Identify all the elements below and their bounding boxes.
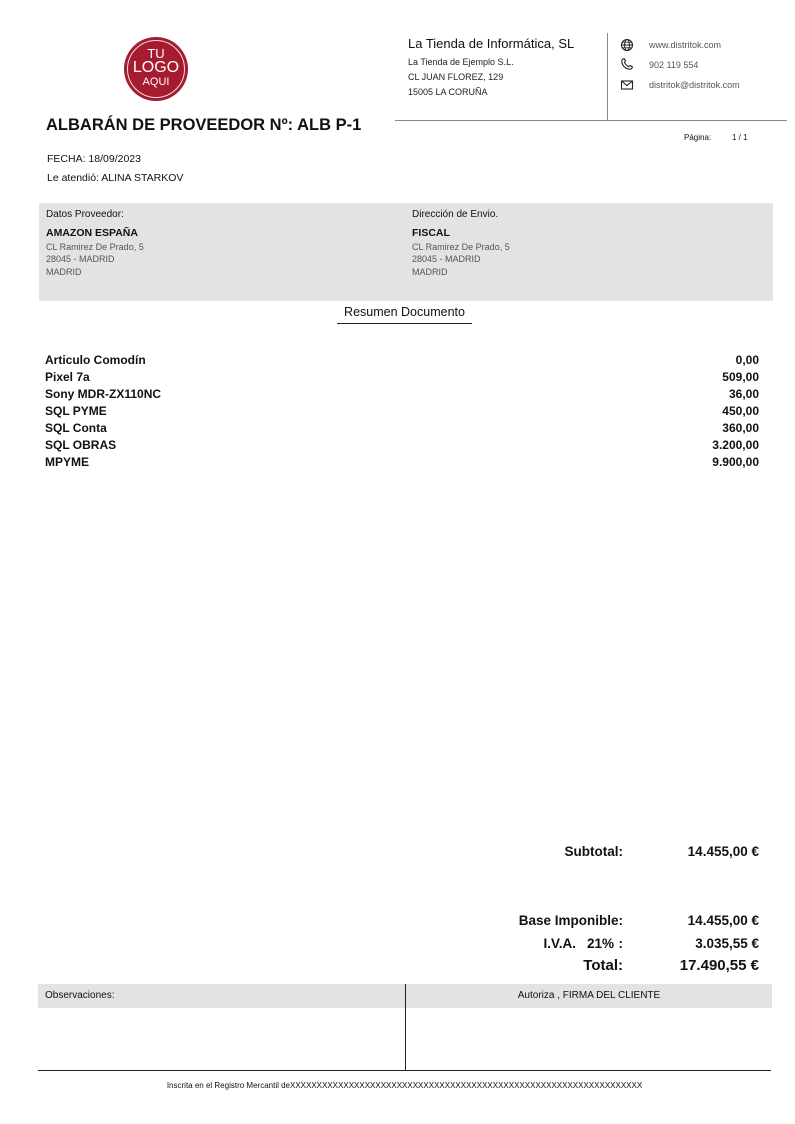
iva-colon: :	[618, 936, 623, 951]
total-value: 17.490,55 €	[679, 957, 759, 974]
base-value: 14.455,00 €	[687, 913, 759, 928]
phone-icon	[620, 57, 634, 71]
base-label: Base Imponible:	[518, 913, 623, 928]
item-value: 450,00	[722, 404, 759, 418]
company-legal-name: La Tienda de Ejemplo S.L.	[408, 57, 514, 67]
logo-text-line1: TU	[147, 46, 165, 61]
supplier-city: MADRID	[46, 267, 82, 277]
item-name: SQL OBRAS	[45, 438, 117, 452]
registry-notice: Inscrita en el Registro Mercantil deXXXXXXXXXXXXXXXXXXXXXXXXXXXXXXXXXXXXXXXXXXXXXXXXXXXXXXXXXXXXXXXXXX	[166, 1081, 643, 1090]
item-name: Pixel 7a	[45, 370, 90, 384]
company-city: 15005 LA CORUÑA	[408, 87, 488, 97]
attended-by: Le atendió: ALINA STARKOV	[47, 172, 184, 184]
observations-label: Observaciones:	[45, 990, 115, 1001]
item-value: 0,00	[735, 353, 759, 367]
shipping-label: Dirección de Envio.	[412, 209, 499, 220]
subtotal-label: Subtotal:	[564, 844, 623, 859]
shipping-city: MADRID	[412, 267, 448, 277]
company-name: La Tienda de Informática, SL	[408, 36, 575, 51]
iva-rate: 21%	[586, 936, 614, 951]
item-value: 36,00	[728, 387, 759, 401]
shipping-name: FISCAL	[412, 227, 450, 239]
supplier-address: CL Ramirez De Prado, 5	[46, 242, 144, 252]
total-label: Total:	[583, 957, 623, 974]
item-value: 3.200,00	[712, 438, 759, 452]
item-name: MPYME	[45, 455, 90, 469]
phone-number: 902 119 554	[649, 60, 699, 70]
item-name: Articulo Comodín	[45, 353, 146, 367]
summary-underline	[337, 323, 472, 324]
email-link[interactable]: distritok@distritok.com	[649, 80, 740, 90]
header-divider-vertical	[607, 33, 608, 120]
footer-divider-horizontal	[38, 1070, 771, 1071]
supplier-label: Datos Proveedor:	[46, 209, 124, 220]
iva-value: 3.035,55 €	[695, 936, 759, 951]
mail-icon	[620, 78, 634, 92]
item-value: 9.900,00	[712, 455, 759, 469]
logo-text-line3: AQUI	[142, 76, 170, 88]
footer-divider-vertical	[405, 984, 406, 1070]
item-name: Sony MDR-ZX110NC	[45, 387, 162, 401]
summary-title: Resumen Documento	[344, 305, 465, 319]
shipping-postal: 28045 - MADRID	[412, 254, 481, 264]
page-number: 1 / 1	[732, 133, 748, 142]
logo-text-line2: LOGO	[132, 59, 180, 76]
item-name: SQL PYME	[45, 404, 107, 418]
globe-icon	[620, 38, 634, 52]
shipping-address: CL Ramirez De Prado, 5	[412, 242, 510, 252]
supplier-postal: 28045 - MADRID	[46, 254, 115, 264]
page-label: Página:	[684, 133, 712, 142]
subtotal-value: 14.455,00 €	[687, 844, 759, 859]
item-value: 509,00	[722, 370, 759, 384]
company-logo	[124, 37, 188, 101]
item-name: SQL Conta	[45, 421, 107, 435]
iva-label: I.V.A.	[543, 936, 576, 951]
company-address: CL JUAN FLOREZ, 129	[408, 72, 504, 82]
supplier-name: AMAZON ESPAÑA	[46, 227, 138, 239]
document-title: ALBARÁN DE PROVEEDOR Nº: ALB P-1	[46, 116, 362, 134]
website-link[interactable]: www.distritok.com	[649, 40, 722, 50]
signature-label: Autoriza , FIRMA DEL CLIENTE	[517, 990, 661, 1001]
address-panel	[39, 203, 773, 301]
item-value: 360,00	[722, 421, 759, 435]
document-date: FECHA: 18/09/2023	[47, 153, 141, 165]
header-divider-horizontal	[395, 120, 787, 121]
